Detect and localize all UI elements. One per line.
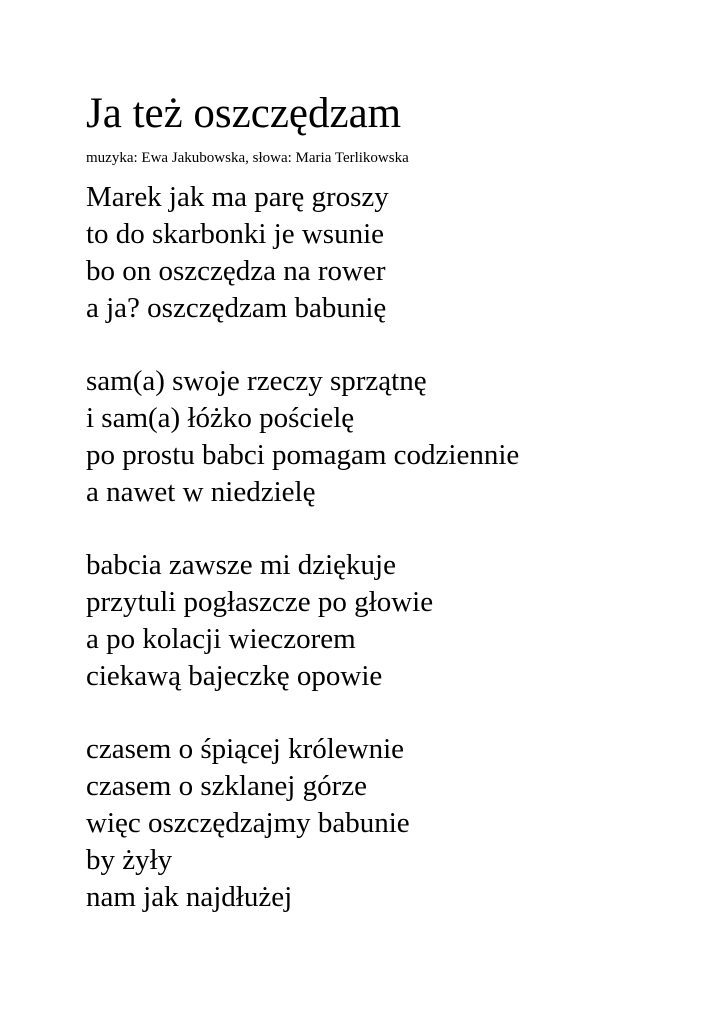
lyric-line: a po kolacji wieczorem [86,623,356,655]
lyric-line: babcia zawsze mi dziękuje [86,549,396,581]
stanza-1 [86,179,706,327]
song-page [86,88,706,952]
lyric-line: więc oszczędzajmy babunie [86,807,410,839]
lyric-line: przytuli pogłaszcze po głowie [86,586,434,618]
lyric-line: po prostu babci pomagam codziennie [86,439,520,471]
lyric-line: to do skarbonki je wsunie [86,218,385,250]
lyric-line: by żyły [86,844,173,876]
lyric-line: i sam(a) łóżko pościelę [86,402,355,434]
lyric-line: a ja? oszczędzam babunię [86,292,387,324]
lyric-line: ciekawą bajeczkę opowie [86,660,383,692]
song-credits: muzyka: Ewa Jakubowska, słowa: Maria Terlikowska [86,150,409,166]
stanza-3 [86,547,706,695]
stanza-4 [86,731,706,916]
lyrics [86,179,706,916]
lyric-line: czasem o śpiącej królewnie [86,733,405,765]
lyric-line: a nawet w niedzielę [86,476,316,508]
lyric-line: Marek jak ma parę groszy [86,181,389,213]
lyric-line: sam(a) swoje rzeczy sprzątnę [86,365,427,397]
stanza-2 [86,363,706,511]
lyric-line: czasem o szklanej górze [86,770,367,802]
song-title: Ja też oszczędzam [86,90,402,137]
lyric-line: nam jak najdłużej [86,881,293,913]
lyric-line: bo on oszczędza na rower [86,255,386,287]
